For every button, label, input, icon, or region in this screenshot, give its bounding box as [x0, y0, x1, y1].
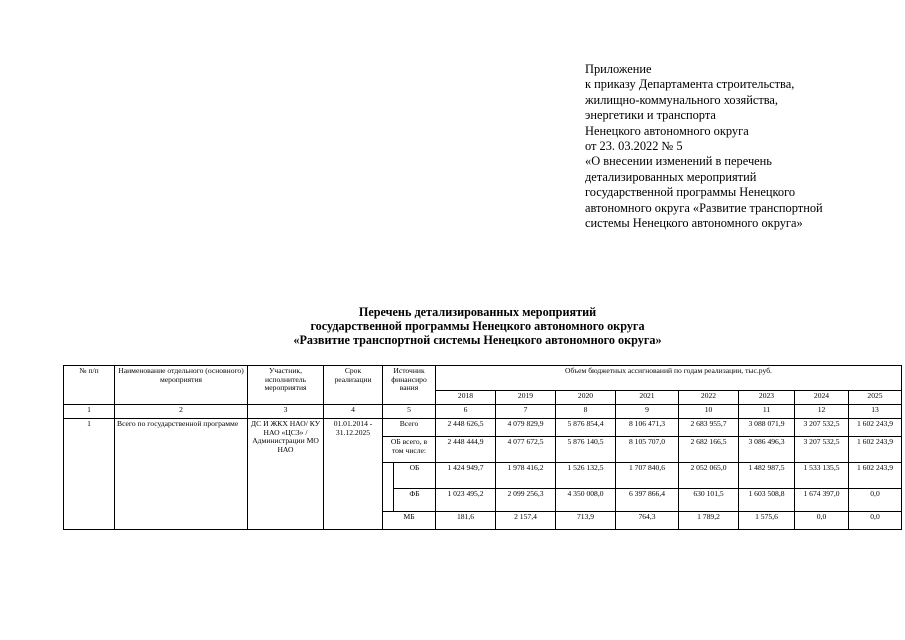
- header-term: Срок реализации: [324, 366, 383, 405]
- finance-label: МБ: [383, 512, 436, 530]
- title-line: «Развитие транспортной системы Ненецкого автономного округа»: [293, 333, 662, 348]
- value-cell: 4 350 008,0: [556, 489, 616, 512]
- value-cell: 4 077 672,5: [496, 437, 556, 463]
- header-year: 2021: [616, 391, 679, 405]
- finance-label: ОБ всего, в том числе:: [383, 437, 436, 463]
- header-year: 2022: [679, 391, 739, 405]
- value-cell: 4 079 829,9: [496, 419, 556, 437]
- value-cell: 1 978 416,2: [496, 463, 556, 489]
- value-cell: 3 086 496,3: [739, 437, 795, 463]
- col-number: 8: [556, 405, 616, 419]
- value-cell: 3 207 532,5: [795, 437, 849, 463]
- row-num: 1: [64, 419, 115, 530]
- value-cell: 181,6: [436, 512, 496, 530]
- col-number: 2: [115, 405, 248, 419]
- col-number: 5: [383, 405, 436, 419]
- header-year: 2023: [739, 391, 795, 405]
- value-cell: 2 099 256,3: [496, 489, 556, 512]
- col-number: 3: [248, 405, 324, 419]
- col-number: 10: [679, 405, 739, 419]
- header-year: 2019: [496, 391, 556, 405]
- value-cell: 5 876 140,5: [556, 437, 616, 463]
- row-participant: ДС И ЖКХ НАО/ КУ НАО «ЦСЗ» / Администрации МО НАО: [248, 419, 324, 530]
- appendix-line: от 23. 03.2022 № 5: [585, 139, 683, 154]
- value-cell: 1 707 840,6: [616, 463, 679, 489]
- value-cell: 0,0: [849, 512, 902, 530]
- title-line: государственной программы Ненецкого автономного округа: [310, 319, 645, 334]
- header-year: 2018: [436, 391, 496, 405]
- appendix-line: «О внесении изменений в перечень: [585, 154, 772, 169]
- title-line: Перечень детализированных мероприятий: [358, 305, 597, 319]
- document-title: [0, 305, 905, 348]
- table-row: [64, 419, 902, 437]
- value-cell: 2 157,4: [496, 512, 556, 530]
- header-year: 2020: [556, 391, 616, 405]
- finance-label: ФБ: [394, 489, 436, 512]
- appendix-line: Приложение: [585, 62, 652, 76]
- appendix-line: детализированных мероприятий: [585, 169, 757, 184]
- col-number: 9: [616, 405, 679, 419]
- appendix-line: системы Ненецкого автономного округа»: [585, 216, 803, 231]
- appendix-line: к приказу Департамента строительства,: [585, 77, 795, 92]
- value-cell: 2 052 065,0: [679, 463, 739, 489]
- appendix-block: [585, 62, 895, 231]
- header-year: 2025: [849, 391, 902, 405]
- col-number: 4: [324, 405, 383, 419]
- value-cell: 1 533 135,5: [795, 463, 849, 489]
- col-number: 1: [64, 405, 115, 419]
- value-cell: 1 602 243,9: [849, 437, 902, 463]
- value-cell: 3 207 532,5: [795, 419, 849, 437]
- program-table: [63, 365, 902, 530]
- value-cell: 0,0: [795, 512, 849, 530]
- value-cell: 8 105 707,0: [616, 437, 679, 463]
- value-cell: 1 603 508,8: [739, 489, 795, 512]
- value-cell: 0,0: [849, 489, 902, 512]
- value-cell: 3 088 071,9: [739, 419, 795, 437]
- appendix-line: энергетики и транспорта: [585, 108, 716, 123]
- value-cell: 1 674 397,0: [795, 489, 849, 512]
- value-cell: 1 023 495,2: [436, 489, 496, 512]
- row-name: Всего по государственной программе: [115, 419, 248, 530]
- value-cell: 1 424 949,7: [436, 463, 496, 489]
- value-cell: 2 448 626,5: [436, 419, 496, 437]
- appendix-line: автономного округа «Развитие транспортной: [585, 200, 823, 215]
- col-number: 13: [849, 405, 902, 419]
- value-cell: 764,3: [616, 512, 679, 530]
- value-cell: 1 482 987,5: [739, 463, 795, 489]
- finance-label: ОБ: [394, 463, 436, 489]
- header-participant: Участник, исполнитель мероприятия: [248, 366, 324, 405]
- value-cell: 5 876 854,4: [556, 419, 616, 437]
- value-cell: 2 682 166,5: [679, 437, 739, 463]
- value-cell: 6 397 866,4: [616, 489, 679, 512]
- value-cell: 1 526 132,5: [556, 463, 616, 489]
- col-number: 12: [795, 405, 849, 419]
- value-cell: 1 789,2: [679, 512, 739, 530]
- value-cell: 630 101,5: [679, 489, 739, 512]
- value-cell: 713,9: [556, 512, 616, 530]
- header-volume: Объем бюджетных ассигнований по годам реализации, тыс.руб.: [436, 366, 902, 391]
- col-number: 7: [496, 405, 556, 419]
- value-cell: 1 602 243,9: [849, 463, 902, 489]
- row-term: 01.01.2014 - 31.12.2025: [324, 419, 383, 530]
- value-cell: 8 106 471,3: [616, 419, 679, 437]
- header-year: 2024: [795, 391, 849, 405]
- header-name: Наименование отдельного (основного) мероприятия: [115, 366, 248, 405]
- header-source: Источник финансиро вания: [383, 366, 436, 405]
- value-cell: 2 683 955,7: [679, 419, 739, 437]
- col-number: 11: [739, 405, 795, 419]
- appendix-line: Ненецкого автономного округа: [585, 123, 749, 138]
- finance-label: Всего: [383, 419, 436, 437]
- appendix-line: государственной программы Ненецкого: [585, 185, 796, 200]
- col-number: 6: [436, 405, 496, 419]
- appendix-line: жилищно-коммунального хозяйства,: [585, 92, 779, 107]
- indent-cell: [383, 463, 394, 512]
- header-num: № п/п: [64, 366, 115, 405]
- value-cell: 1 602 243,9: [849, 419, 902, 437]
- value-cell: 2 448 444,9: [436, 437, 496, 463]
- value-cell: 1 575,6: [739, 512, 795, 530]
